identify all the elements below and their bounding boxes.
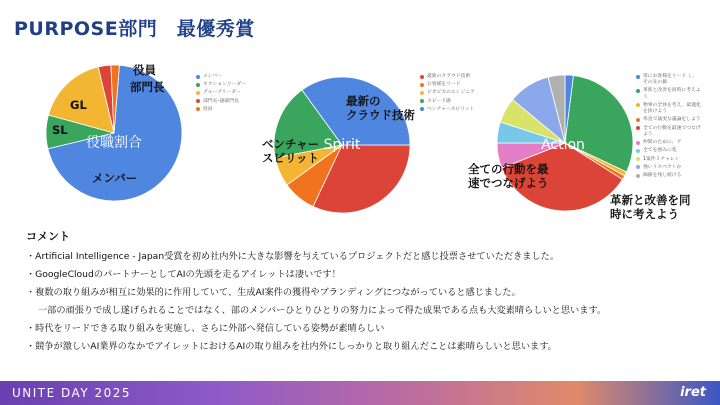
legend-label: 物事の全体を考え、最適化を抜けよう [643, 102, 701, 115]
pie-title-role: 役職割合 [86, 135, 142, 151]
comment-line: ・GoogleCloudのパートナーとしてAIの先頭を走るアイレットは凄いです！ [26, 269, 341, 280]
legend-swatch [636, 165, 640, 169]
legend-swatch [636, 103, 640, 107]
legend-item [420, 107, 482, 113]
label-venture: ベンチャー スピリット [262, 137, 320, 165]
label-kakushin: 革新と改善を同 時に考えよう [610, 193, 691, 221]
legend-item [420, 99, 482, 105]
event-name: UNITE DAY 2025 [12, 386, 132, 400]
legend-swatch [196, 107, 200, 111]
legend-swatch [636, 141, 640, 145]
legend-label: 仲間のために、ア [643, 140, 682, 146]
legend-item [196, 107, 258, 113]
legend-swatch [636, 157, 640, 161]
legend-item [196, 82, 258, 88]
legend-swatch [420, 99, 424, 103]
legend-label: 役員 [203, 106, 213, 112]
legend-label: メンバー [203, 74, 222, 79]
legend-swatch [196, 99, 200, 103]
legend-swatch [636, 149, 640, 153]
legend-label: ベンチャースピリット [427, 106, 475, 112]
company-logo: iret [680, 385, 706, 400]
legend-label: スピード感 [427, 98, 451, 104]
legend-item [636, 117, 702, 123]
legend-label: 価値を残し続ける [643, 173, 682, 179]
legend-item [636, 140, 702, 146]
legend-swatch [196, 91, 200, 95]
label-sl: SL [52, 123, 68, 137]
legend-swatch [420, 107, 424, 111]
comment-line: 一部の頑張りで成し遂げられることではなく、部のメンバーひとりひとりの努力によって得た成果である点も大変素晴らしいと思います。 [38, 305, 607, 316]
legend-spirit [420, 74, 482, 115]
comment-line: ・Artificial Intelligence - Japan受賞を初め社内外に大きな影響を与えているプロジェクトだと感じ投票させていただきました。 [26, 251, 560, 262]
legend-item [420, 82, 482, 88]
legend-role [196, 74, 258, 115]
comment-line: ・時代をリードできる取り組みを実施し、さらに外部へ発信している姿勢が素晴らしい [26, 323, 385, 334]
chart-action [495, 73, 635, 213]
legend-swatch [420, 83, 424, 87]
legend-item [636, 88, 702, 100]
legend-item [196, 74, 258, 80]
legend-swatch [196, 83, 200, 87]
footer-bar [0, 381, 720, 405]
legend-label: 最新のクラウド技術 [427, 74, 471, 79]
legend-label: お客様をリード [427, 82, 461, 88]
label-fastest: 全ての行動を最 速でつなげよう [468, 162, 549, 190]
comments-heading: コメント [26, 230, 70, 243]
legend-item [636, 126, 702, 138]
legend-swatch [636, 118, 640, 122]
legend-item [196, 90, 258, 96]
legend-label: 1案件１チャレン [643, 156, 680, 162]
legend-item [636, 165, 702, 171]
label-yakuin: 役員 [133, 63, 156, 77]
comments-section [26, 228, 706, 356]
legend-swatch [636, 89, 640, 93]
legend-label: 常にお客様をリード し、その先の価 [643, 74, 698, 86]
legend-label: 強いリスペクトか [643, 164, 682, 170]
comment-line: ・競争が激しいAI業界のなかでアイレットにおけるAIの取り組みを社内外にしっかりと取り組んだことは素晴らしいと思います。 [26, 341, 557, 352]
legend-swatch [420, 75, 424, 79]
legend-label: 率直で誠実な議論をしよう [643, 117, 701, 123]
legend-swatch [636, 126, 640, 130]
legend-label: 全てを強みに変 [643, 148, 677, 154]
legend-swatch [420, 91, 424, 95]
legend-item [420, 90, 482, 96]
legend-label: 部門長･副部門長 [203, 98, 239, 104]
legend-item [420, 74, 482, 80]
legend-item [636, 103, 702, 115]
pie-title-action: Action [541, 137, 585, 153]
legend-label: グループリーダー [203, 90, 241, 96]
legend-label: ピカピカのエンジニア [427, 90, 475, 96]
pie-title-spirit: Spirit [323, 137, 361, 153]
legend-item [196, 99, 258, 105]
legend-swatch [636, 75, 640, 79]
legend-action [636, 74, 702, 181]
legend-label: 全ての行動を最速でつなげよう [643, 125, 701, 137]
page-title: PURPOSE部門 最優秀賞 [14, 18, 255, 40]
legend-item [636, 148, 702, 154]
legend-swatch [636, 174, 640, 178]
legend-item [636, 74, 702, 86]
label-bumoncho: 部門長 [130, 80, 165, 94]
legend-item [636, 173, 702, 179]
legend-label: セクションリーダー [203, 82, 247, 88]
comment-line: ・複数の取り組みが相互に効果的に作用していて、生成AI案件の獲得やブランディングにつながっていると感じました。 [26, 287, 521, 298]
label-gl: GL [70, 98, 87, 112]
label-latest-cloud: 最新の クラウド技術 [346, 94, 415, 122]
legend-item [636, 157, 702, 163]
legend-label: 革新と改善を同時に考えよう [643, 88, 701, 100]
legend-swatch [196, 75, 200, 79]
label-member: メンバー [92, 171, 138, 185]
